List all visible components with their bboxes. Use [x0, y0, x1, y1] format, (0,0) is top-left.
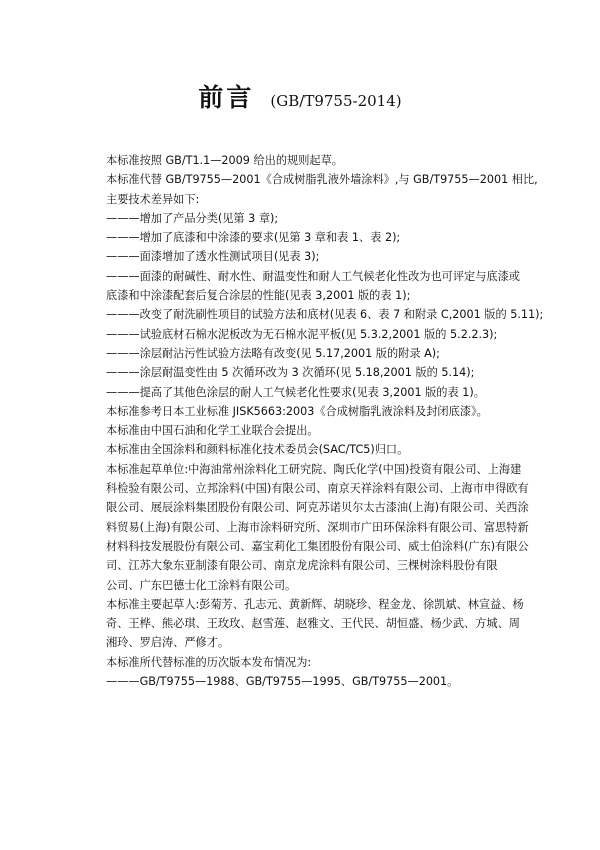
foreword-body [106, 151, 544, 691]
text-line: 本标准主要起草人:彭菊芳、孔志元、黄新辉、胡晓珍、程金龙、徐凯斌、林宣益、杨 [106, 597, 524, 611]
text-line: 底漆和中涂漆配套后复合涂层的性能(见表 3,2001 版的表 1); [106, 289, 411, 303]
text-line: ———面漆的耐碱性、耐水性、耐温变性和耐人工气候老化性改为也可评定与底漆或 [106, 269, 520, 283]
standard-code: (GB/T9755-2014) [270, 92, 402, 110]
text-line: 本标准所代替标准的历次版本发布情况为: [106, 655, 312, 669]
text-line: ———面漆增加了透水性测试项目(见表 3); [106, 250, 320, 264]
text-line: 本标准代替 GB/T9755—2001《合成树脂乳液外墙涂料》,与 GB/T9755—2001 相比, [106, 173, 538, 187]
text-line: 本标准起草单位:中海油常州涂料化工研究院、陶氏化学(中国)投资有限公司、上海建 [106, 462, 522, 476]
page-title: 前言 [198, 83, 255, 112]
text-line: ———涂层耐温变性由 5 次循环改为 3 次循环(见 5.18,2001 版的 5.14); [106, 366, 475, 380]
text-line: 本标准由中国石油和化学工业联合会提出。 [106, 424, 319, 438]
page-heading [0, 78, 600, 114]
text-line: 主要技术差异如下: [106, 192, 200, 206]
text-line: ———提高了其他色涂层的耐人工气候老化性要求(见表 3,2001 版的表 1)。 [106, 385, 485, 399]
text-line: 科检验有限公司、立邦涂料(中国)有限公司、南京天祥涂料有限公司、上海市申得欧有 [106, 482, 529, 496]
text-line: ———增加了底漆和中涂漆的要求(见第 3 章和表 1、表 2); [106, 231, 401, 245]
text-line: 本标准由全国涂料和颜料标准化技术委员会(SAC/TC5)归口。 [106, 443, 409, 457]
text-line: 本标准按照 GB/T1.1—2009 给出的规则起草。 [106, 154, 343, 167]
text-line: 公司、广东巴德士化工涂料有限公司。 [106, 578, 297, 592]
text-line: 司、江苏大象东亚制漆有限公司、南京龙虎涂料有限公司、三棵树涂料股份有限 [106, 559, 498, 573]
text-line: 奇、王桦、熊必琪、王玫玫、赵雪莲、赵雅文、王代民、胡恒盛、杨少武、方城、周 [106, 617, 520, 631]
text-line: 本标准参考日本工业标准 JISK5663:2003《合成树脂乳液涂料及封闭底漆》。 [106, 404, 488, 418]
text-line: 限公司、展辰涂料集团股份有限公司、阿克苏诺贝尔太古漆油(上海)有限公司、关西涂 [106, 501, 529, 515]
text-line: ———增加了产品分类(见第 3 章); [106, 211, 279, 225]
text-line: 料贸易(上海)有限公司、上海市涂料研究所、深圳市广田环保涂料有限公司、富思特新 [106, 520, 529, 534]
text-line: ———GB/T9755—1988、GB/T9755—1995、GB/T9755—2001。 [106, 675, 459, 689]
text-line: 湘玲、罗启涛、严修才。 [106, 636, 230, 650]
text-line: ———涂层耐沾污性试验方法略有改变(见 5.17,2001 版的附录 A); [106, 346, 440, 360]
text-line: ———试验底材石棉水泥板改为无石棉水泥平板(见 5.3.2,2001 版的 5.2.2.3); [106, 327, 498, 341]
text-line: ———改变了耐洗刷性项目的试验方法和底材(见表 6、表 7 和附录 C,2001 版的 5.11); [106, 308, 544, 322]
text-line: 材料科技发展股份有限公司、嘉宝莉化工集团股份有限公司、威士伯涂料(广东)有限公 [106, 539, 529, 553]
